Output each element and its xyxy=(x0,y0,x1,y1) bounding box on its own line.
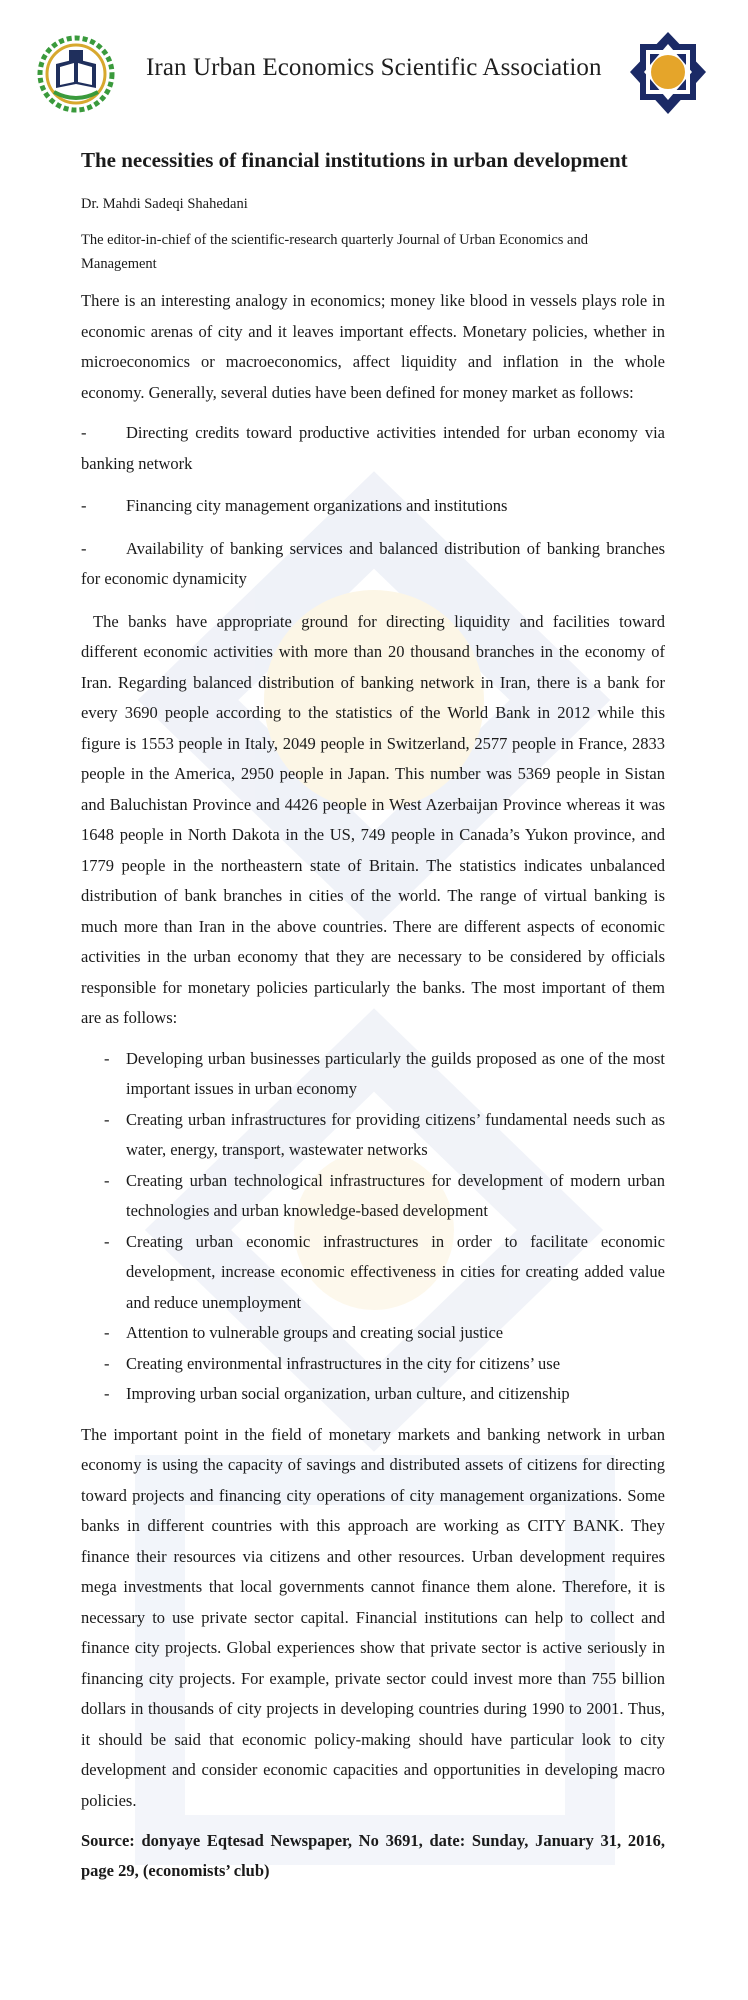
list-item: - Creating urban economic infrastructures in order to facilitate economic development, increase economic effectiveness in cities for creating added value and reduce unemployment xyxy=(104,1231,665,1312)
article-title: The necessities of financial institutions in urban development xyxy=(81,148,628,172)
list-item: - Creating urban infrastructures for providing citizens’ fundamental needs such as water, energy, transport, wastewater networks xyxy=(104,1109,665,1159)
association-emblem-icon xyxy=(36,34,116,114)
list-item: - Creating urban technological infrastructures for development of modern urban technologies and urban knowledge-based development xyxy=(104,1170,665,1220)
source-citation: Source: donyaye Eqtesad Newspaper, No 3691, date: Sunday, January 31, 2016, page 29, (economists’ club) xyxy=(81,1831,665,1880)
duty-item: - Availability of banking services and balanced distribution of banking branches for economic dynamicity xyxy=(81,538,665,588)
duty-item: - Financing city management organizations and institutions xyxy=(81,496,508,515)
duty-item: - Directing credits toward productive activities intended for urban economy via banking network xyxy=(81,423,665,473)
city-bank-paragraph: The important point in the field of monetary markets and banking network in urban economy is using the capacity of savings and distributed assets of citizens for directing toward projects and financing city operations of city management organizations. Some banks in different countries with this approach are working as CITY BANK. They finance their resources via citizens and other resources. Urban development requires mega investments that local governments cannot finance them alone. Therefore, it is necessary to use private sector capital. Financial institutions can help to collect and finance city projects. Global experiences show that private sector is active seriously in financing city projects. For example, private sector could invest more than 755 billion dollars in thousands of city projects in developing countries during 1990 to 2001. Thus, it should be said that economic policy-making should have particular look to city development and consider economic capacities and opportunities in developing macro policies. xyxy=(81,1424,665,1810)
list-item: - Developing urban businesses particularly the guilds proposed as one of the most important issues in urban economy xyxy=(104,1048,665,1098)
aspects-list xyxy=(81,1044,665,1410)
geometric-emblem-icon xyxy=(626,30,710,118)
author-affiliation: The editor-in-chief of the scientific-research quarterly Journal of Urban Economics and Management xyxy=(81,232,588,272)
association-name: Iran Urban Economics Scientific Association xyxy=(146,54,602,81)
list-item: - Attention to vulnerable groups and creating social justice xyxy=(104,1323,504,1342)
intro-paragraph: There is an interesting analogy in economics; money like blood in vessels plays role in economic arenas of city and it leaves important effects. Monetary policies, whether in microeconomics or macroeconomics, affect liquidity and inflation in the whole economy. Generally, several duties have been defined for money market as follows: xyxy=(81,291,665,402)
author-name: Dr. Mahdi Sadeqi Shahedani xyxy=(81,196,248,212)
letterhead xyxy=(36,30,676,120)
article-body xyxy=(81,141,665,1886)
list-item: - Improving urban social organization, urban culture, and citizenship xyxy=(104,1384,570,1403)
list-item: - Creating environmental infrastructures in the city for citizens’ use xyxy=(104,1353,561,1373)
banking-statistics-paragraph: The banks have appropriate ground for directing liquidity and facilities toward different economic activities with more than 20 thousand branches in the economy of Iran. Regarding balanced distribution of banking network in Iran, there is a bank for every 3690 people according to the statistics of the World Bank in 2012 while this figure is 1553 people in Italy, 2049 people in Switzerland, 2577 people in France, 2833 people in the America, 2950 people in Japan. This number was 5369 people in Sistan and Baluchistan Province and 4426 people in West Azerbaijan Province whereas it was 1648 people in North Dakota in the US, 749 people in Canada’s Yukon province, and 1779 people in the northeastern state of Britain. The statistics indicates unbalanced distribution of bank branches in cities of the world. The range of virtual banking is much more than Iran in the above countries. There are different aspects of economic activities in the urban economy that they are necessary to be considered by officials responsible for monetary policies particularly the banks. The most important of them are as follows: xyxy=(81,611,665,1027)
